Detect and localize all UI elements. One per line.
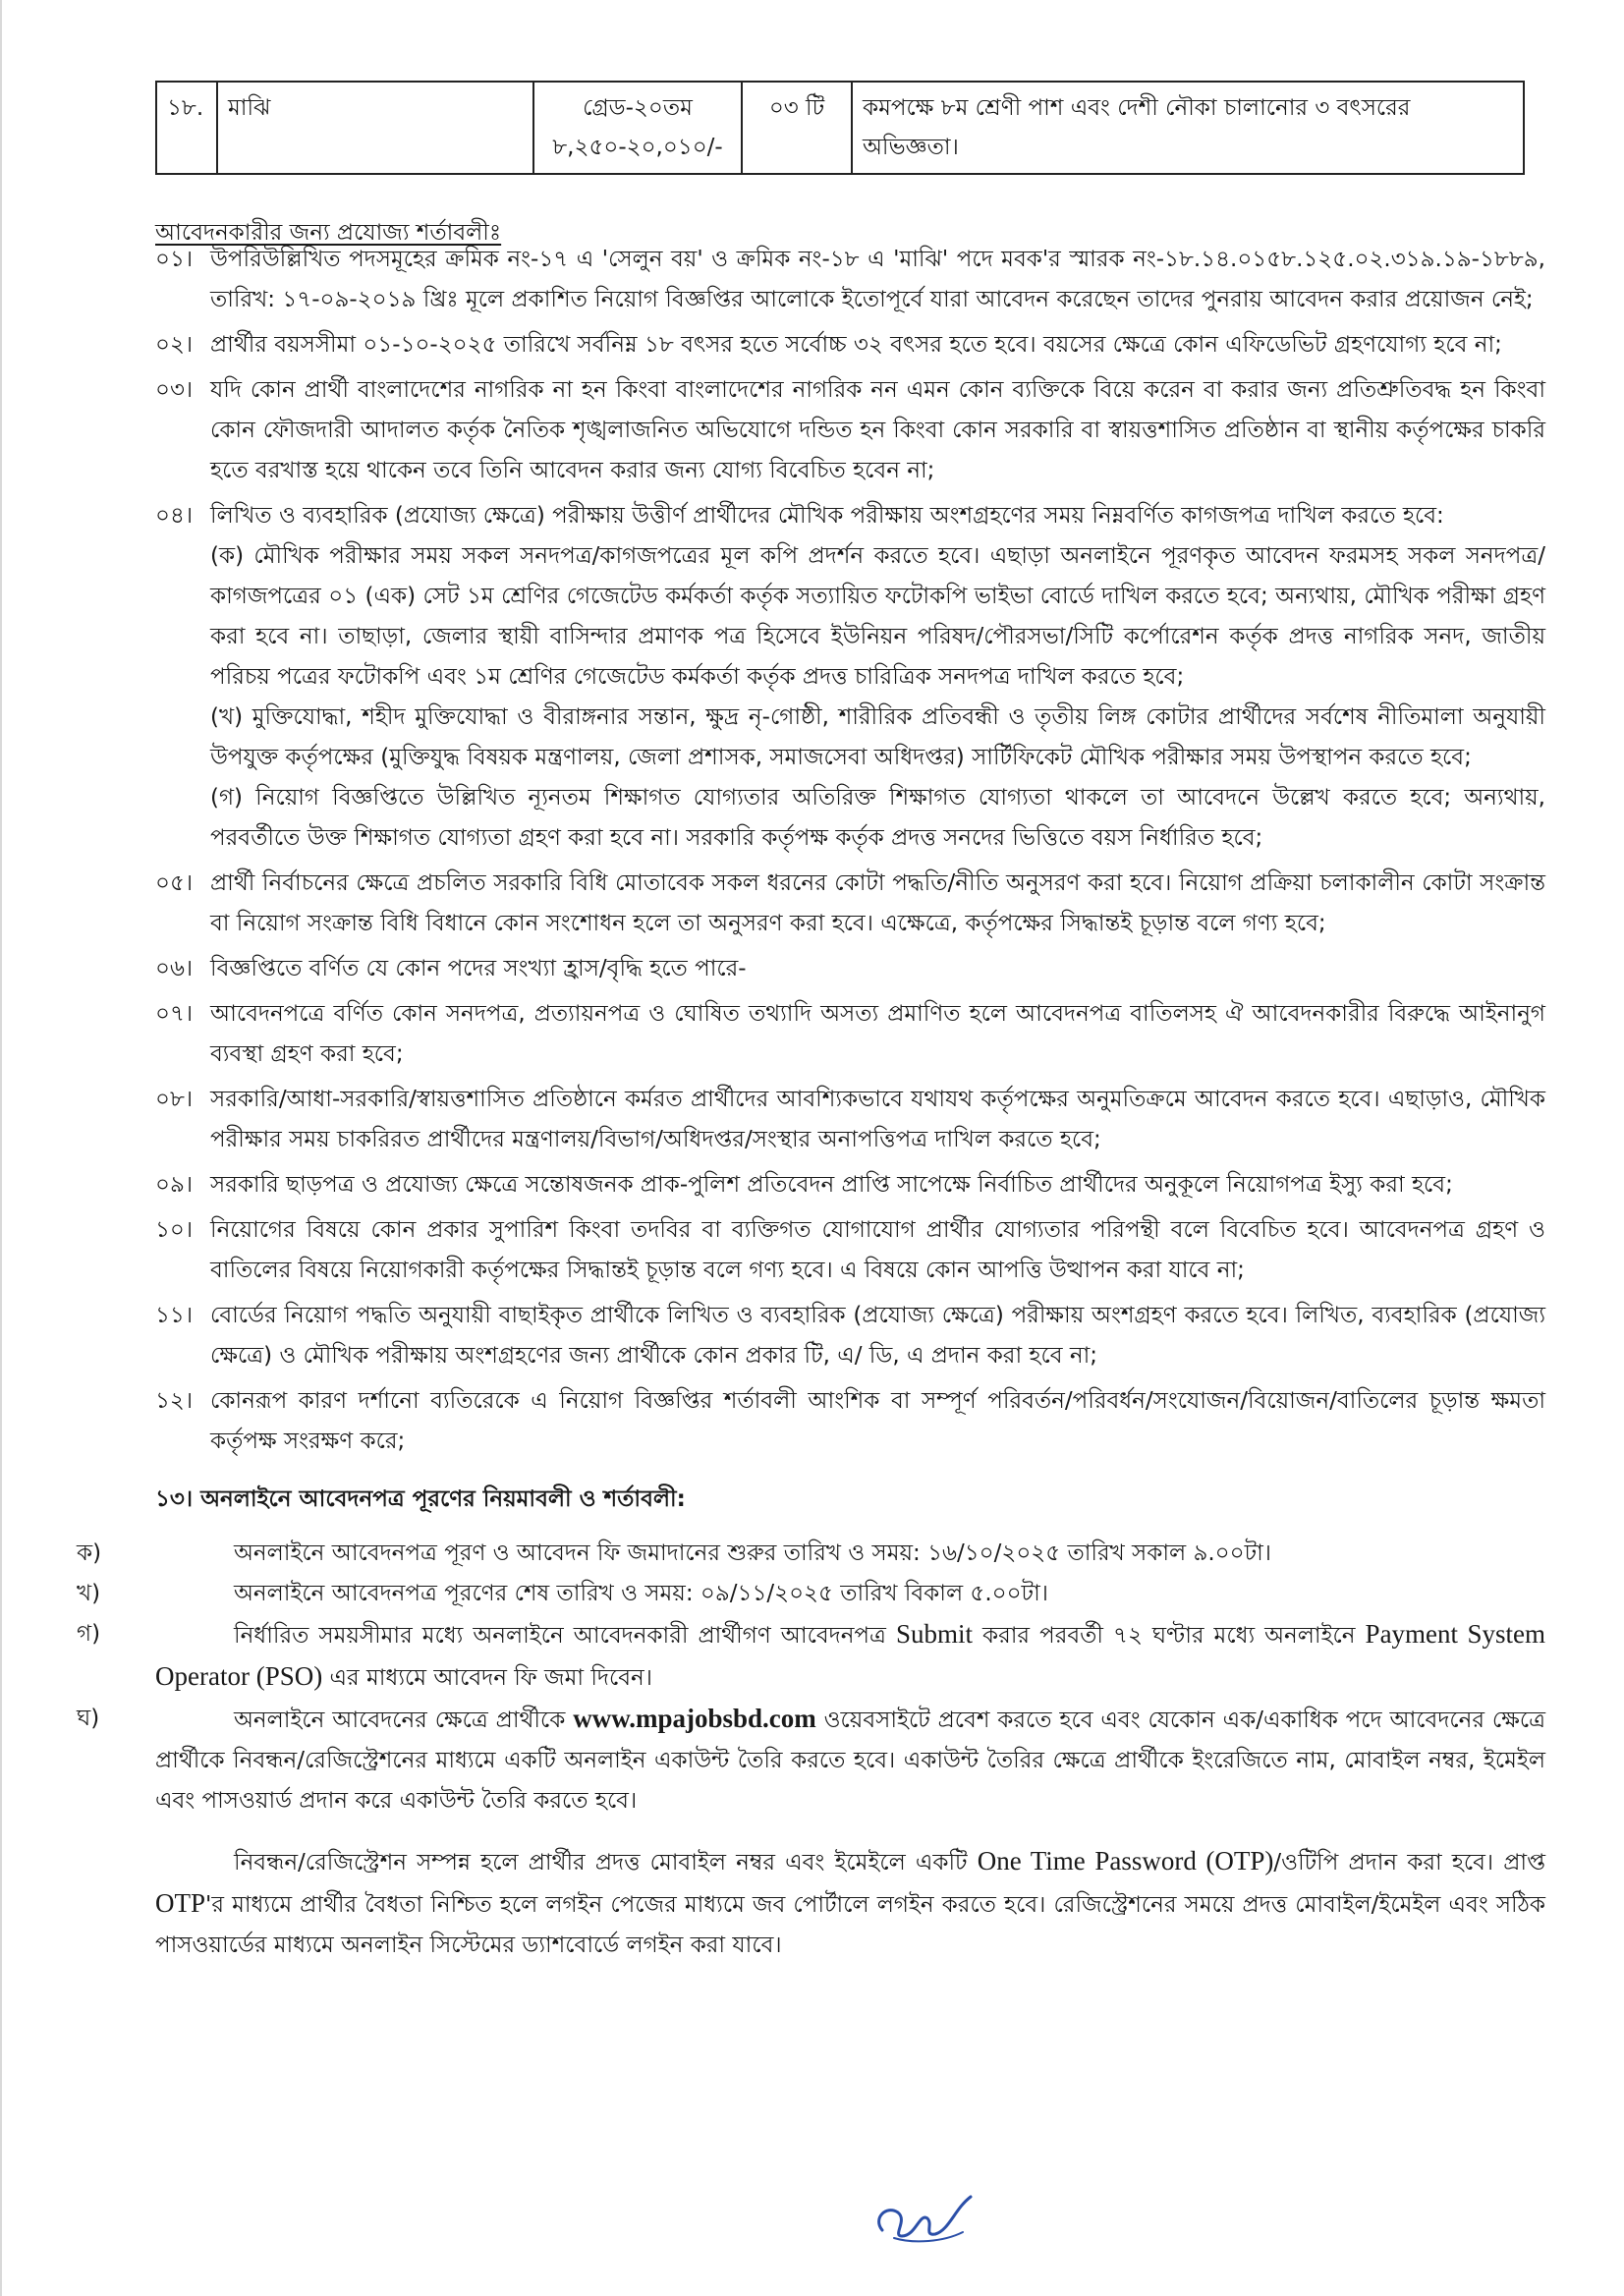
sub-para-ga: (গ) নিয়োগ বিজ্ঞপ্তিতে উল্লিখিত ন্যূনতম শিক্ষাগত যোগ্যতার অতিরিক্ত শিক্ষাগত যোগ্যতা থাকলে তা আবেদনে উল্লেখ করতে হবে; অন্যথায়, পরবর্তীতে উক্ত শিক্ষাগত যোগ্যতা গ্রহণ করা হবে না। সরকারি কর্তৃপক্ষ কর্তৃক প্রদত্ত সনদের ভিত্তিতে বয়স নির্ধারিত হবে; bbox=[210, 785, 1545, 851]
section-13 bbox=[0, 1480, 1624, 1966]
item-number: গ) bbox=[77, 1621, 101, 1647]
pay-scale-text: ৮,২৫০-২০,০১০/- bbox=[552, 135, 723, 160]
submit-term: Submit bbox=[895, 1619, 973, 1649]
list-item bbox=[0, 325, 1624, 365]
item-text: নির্ধারিত সময়সীমার মধ্যে অনলাইনে আবেদনকারী প্রার্থীগণ আবেদনপত্র bbox=[234, 1623, 886, 1649]
list-item bbox=[0, 496, 1624, 859]
otp-paragraph bbox=[155, 1841, 1545, 1966]
list-item bbox=[77, 1534, 1545, 1574]
para-text: /ওটিপি প্রদান করা হবে। প্রাপ্ত bbox=[1273, 1850, 1545, 1876]
list-item bbox=[0, 370, 1624, 491]
rule-text: প্রার্থী নির্বাচনের ক্ষেত্রে প্রচলিত সরকারি বিধি মোতাবেক সকল ধরনের কোটা পদ্ধতি/নীতি অনুসরণ করা হবে। নিয়োগ প্রক্রিয়া চলাকালীন কোটা সংক্রান্ত বা নিয়োগ সংক্রান্ত বিধি বিধানে কোন সংশোধন হলে তা অনুসরণ করা হবে। এক্ষেত্রে, কর্তৃপক্ষের সিদ্ধান্তই চূড়ান্ত বলে গণ্য হবে; bbox=[210, 870, 1545, 936]
para-text: 'র মাধ্যমে প্রার্থীর বৈধতা নিশ্চিত হলে লগইন পেজের মাধ্যমে জব পোর্টালে লগইন করতে হবে। রেজিস্ট্রেশনের সময়ে প্রদত্ত মোবাইল/ইমেইল এবং সঠিক পাসওয়ার্ডের মাধ্যমে অনলাইন সিস্টেমের ড্যাশবোর্ডে লগইন করা যাবে। bbox=[155, 1892, 1545, 1958]
list-item bbox=[77, 1574, 1545, 1614]
conditions-list bbox=[0, 240, 1624, 1971]
rule-number: ০৯। bbox=[155, 1172, 194, 1198]
rule-text: সরকারি/আধা-সরকারি/স্বায়ত্তশাসিত প্রতিষ্ঠানে কর্মরত প্রার্থীদের আবশ্যিকভাবে যথাযথ কর্তৃপক্ষের অনুমতিক্রমে আবেদন করতে হবে। এছাড়াও, মৌখিক পরীক্ষার সময় চাকরিরত প্রার্থীদের মন্ত্রণালয়/বিভাগ/অধিদপ্তর/সংস্থার অনাপত্তিপত্র দাখিল করতে হবে; bbox=[210, 1087, 1545, 1152]
otp-short-term: OTP bbox=[155, 1888, 206, 1918]
rule-text: নিয়োগের বিষয়ে কোন প্রকার সুপারিশ কিংবা তদবির বা ব্যক্তিগত যোগাযোগ প্রার্থীর যোগ্যতার পরিপন্থী বলে বিবেচিত হবে। আবেদনপত্র গ্রহণ ও বাতিলের বিষয়ে নিয়োগকারী কর্তৃপক্ষের সিদ্ধান্তই চূড়ান্ত বলে গণ্য হবে। এ বিষয়ে কোন আপত্তি উত্থাপন করা যাবে না; bbox=[210, 1217, 1545, 1283]
sub-para-kha: (খ) মুক্তিযোদ্ধা, শহীদ মুক্তিযোদ্ধা ও বীরাঙ্গনার সন্তান, ক্ষুদ্র নৃ-গোষ্ঠী, শারীরিক প্রতিবন্ধী ও তৃতীয় লিঙ্গ কোটার প্রার্থীদের সর্বশেষ নীতিমালা অনুযায়ী উপযুক্ত কর্তৃপক্ষের (মুক্তিযুদ্ধ বিষয়ক মন্ত্রণালয়, জেলা প্রশাসক, সমাজসেবা অধিদপ্তর) সার্টিফিকেট মৌখিক পরীক্ষার সময় উপস্থাপন করতে হবে; bbox=[210, 704, 1545, 770]
list-item bbox=[0, 240, 1624, 320]
para-text: নিবন্ধন/রেজিস্ট্রেশন সম্পন্ন হলে প্রার্থীর প্রদত্ত মোবাইল নম্বর এবং ইমেইলে একটি bbox=[234, 1850, 968, 1876]
rule-text: উপরিউল্লিখিত পদসমূহের ক্রমিক নং-১৭ এ 'সেলুন বয়' ও ক্রমিক নং-১৮ এ 'মাঝি' পদে মবক'র স্মারক নং-১৮.১৪.০১৫৮.১২৫.০২.৩১৯.১৯-১৮৮৯, তারিখ: ১৭-০৯-২০১৯ খ্রিঃ মূলে প্রকাশিত নিয়োগ বিজ্ঞপ্তির আলোকে ইতোপূর্বে যারা আবেদন করেছেন তাদের পুনরায় আবেদন করার প্রয়োজন নেই; bbox=[210, 247, 1545, 312]
item-text: করার পরবর্তী ৭২ ঘণ্টার মধ্যে অনলাইনে bbox=[982, 1623, 1356, 1649]
sub-para-ka: (ক) মৌখিক পরীক্ষার সময় সকল সনদপত্র/কাগজপত্রের মূল কপি প্রদর্শন করতে হবে। এছাড়া অনলাইনে পূরণকৃত আবেদন ফরমসহ সকল সনদপত্র/কাগজপত্রের ০১ (এক) সেট ১ম শ্রেণির গেজেটেড কর্মকর্তা কর্তৃক সত্যায়িত ফটোকপি ভাইভা বোর্ডে দাখিল করতে হবে; অন্যথায়, মৌখিক পরীক্ষা গ্রহণ করা হবে না। তাছাড়া, জেলার স্থায়ী বাসিন্দার প্রমাণক পত্র হিসেবে ইউনিয়ন পরিষদ/পৌরসভা/সিটি কর্পোরেশন কর্তৃক প্রদত্ত নাগরিক সনদ, জাতীয় পরিচয় পত্রের ফটোকপি এবং ১ম শ্রেণির গেজেটেড কর্মকর্তা কর্তৃক প্রদত্ত চারিত্রিক সনদপত্র দাখিল করতে হবে; bbox=[210, 543, 1545, 690]
pso-term: Payment System Operator (PSO) bbox=[155, 1619, 1545, 1691]
vacancies-cell: ০৩ টি bbox=[742, 82, 852, 174]
list-item bbox=[0, 1210, 1624, 1291]
rule-number: ০৮। bbox=[155, 1087, 194, 1112]
section-13-title: ১৩। অনলাইনে আবেদনপত্র পূরণের নিয়মাবলী ও শর্তাবলী: bbox=[155, 1486, 686, 1512]
rule-number: ১০। bbox=[155, 1217, 194, 1243]
rule-text: বোর্ডের নিয়োগ পদ্ধতি অনুযায়ী বাছাইকৃত প্রার্থীকে লিখিত ও ব্যবহারিক (প্রযোজ্য ক্ষেত্রে) পরীক্ষায় অংশগ্রহণ করতে হবে। লিখিত, ব্যবহারিক (প্রযোজ্য ক্ষেত্রে) ও মৌখিক পরীক্ষায় অংশগ্রহণের জন্য প্রার্থীকে কোন প্রকার টি, এ/ ডি, এ প্রদান করা হবে না; bbox=[210, 1303, 1545, 1369]
rule-number: ০৪। bbox=[155, 503, 194, 529]
rule-text: লিখিত ও ব্যবহারিক (প্রযোজ্য ক্ষেত্রে) পরীক্ষায় উত্তীর্ণ প্রার্থীদের মৌখিক পরীক্ষায় অংশগ্রহণের সময় নিম্নবর্ণিত কাগজপত্র দাখিল করতে হবে: bbox=[210, 503, 1444, 529]
list-item bbox=[0, 864, 1624, 944]
rule-text: প্রার্থীর বয়সসীমা ০১-১০-২০২৫ তারিখে সর্বনিম্ন ১৮ বৎসর হতে সর্বোচ্চ ৩২ বৎসর হতে হবে। বয়সের ক্ষেত্রে কোন এফিডেভিট গ্রহণযোগ্য হবে না; bbox=[210, 332, 1502, 358]
item-number: ঘ) bbox=[77, 1706, 100, 1731]
item-text: অনলাইনে আবেদনের ক্ষেত্রে প্রার্থীকে bbox=[234, 1708, 566, 1733]
list-item bbox=[0, 949, 1624, 989]
list-item bbox=[0, 1381, 1624, 1462]
item-number: খ) bbox=[77, 1581, 101, 1606]
section-13-list bbox=[0, 1534, 1624, 1821]
list-item bbox=[0, 1080, 1624, 1160]
table-row bbox=[156, 82, 1524, 174]
website-url: www.mpajobsbd.com bbox=[573, 1704, 816, 1733]
rule-number: ১১। bbox=[155, 1303, 194, 1328]
grade-cell bbox=[533, 82, 742, 174]
post-table bbox=[155, 81, 1525, 175]
rule-number: ০৭। bbox=[155, 1001, 194, 1027]
rule-number: ০৬। bbox=[155, 956, 194, 981]
signature-image bbox=[865, 2179, 982, 2258]
conditions-title: আবেদনকারীর জন্য প্রযোজ্য শর্তাবলীঃ bbox=[155, 220, 502, 246]
qualification-cell: কমপক্ষে ৮ম শ্রেণী পাশ এবং দেশী নৌকা চালানোর ৩ বৎসরের অভিজ্ঞতা। bbox=[852, 82, 1524, 174]
list-item bbox=[77, 1614, 1545, 1699]
post-name-cell: মাঝি bbox=[217, 82, 533, 174]
rule-number: ০১। bbox=[155, 247, 194, 272]
rule-text: সরকারি ছাড়পত্র ও প্রযোজ্য ক্ষেত্রে সন্তোষজনক প্রাক-পুলিশ প্রতিবেদন প্রাপ্তি সাপেক্ষে নির্বাচিত প্রার্থীদের অনুকূলে নিয়োগপত্র ইস্যু করা হবে; bbox=[210, 1172, 1453, 1198]
list-item bbox=[0, 994, 1624, 1075]
list-item bbox=[0, 1165, 1624, 1205]
item-text: এর মাধ্যমে আবেদন ফি জমা দিবেন। bbox=[329, 1665, 652, 1691]
list-item bbox=[77, 1699, 1546, 1821]
otp-term: One Time Password (OTP) bbox=[977, 1846, 1274, 1876]
rule-number: ০২। bbox=[155, 332, 194, 358]
grade-text: গ্রেড-২০তম bbox=[583, 95, 693, 121]
item-text: ওয়েবসাইটে প্রবেশ করতে হবে এবং যেকোন এক/একাধিক পদে আবেদনের ক্ষেত্রে প্রার্থীকে নিবন্ধন/রেজিস্ট্রেশনের মাধ্যমে একটি অনলাইন একাউন্ট তৈরি করতে হবে। একাউন্ট তৈরির ক্ষেত্রে প্রার্থীকে ইংরেজিতে নাম, মোবাইল নম্বর, ইমেইল এবং পাসওয়ার্ড প্রদান করে একাউন্ট তৈরি করতে হবে। bbox=[155, 1708, 1546, 1814]
rule-text: আবেদনপত্রে বর্ণিত কোন সনদপত্র, প্রত্যায়নপত্র ও ঘোষিত তথ্যাদি অসত্য প্রমাণিত হলে আবেদনপত্র বাতিলসহ ঐ আবেদনকারীর বিরুদ্ধে আইনানুগ ব্যবস্থা গ্রহণ করা হবে; bbox=[210, 1001, 1545, 1067]
rule-number: ০৩। bbox=[155, 377, 194, 403]
rule-text: বিজ্ঞপ্তিতে বর্ণিত যে কোন পদের সংখ্যা হ্রাস/বৃদ্ধি হতে পারে- bbox=[210, 956, 747, 981]
rule-text: কোনরূপ কারণ দর্শানো ব্যতিরেকে এ নিয়োগ বিজ্ঞপ্তির শর্তাবলী আংশিক বা সম্পূর্ণ পরিবর্তন/পরিবর্ধন/সংযোজন/বিয়োজন/বাতিলের চূড়ান্ত ক্ষমতা কর্তৃপক্ষ সংরক্ষণ করে; bbox=[210, 1388, 1545, 1454]
item-text: অনলাইনে আবেদনপত্র পূরণ ও আবেদন ফি জমাদানের শুরুর তারিখ ও সময়: ১৬/১০/২০২৫ তারিখ সকাল ৯.০০টা। bbox=[234, 1540, 1272, 1566]
rule-number: ১২। bbox=[155, 1388, 194, 1414]
rule-text: যদি কোন প্রার্থী বাংলাদেশের নাগরিক না হন কিংবা বাংলাদেশের নাগরিক নন এমন কোন ব্যক্তিকে বিয়ে করেন বা করার জন্য প্রতিশ্রুতিবদ্ধ হন কিংবা কোন ফৌজদারী আদালত কর্তৃক নৈতিক শৃঙ্খলাজনিত অভিযোগে দন্ডিত হন কিংবা কোন সরকারি বা স্বায়ত্তশাসিত প্রতিষ্ঠান বা স্থানীয় কর্তৃপক্ষের চাকরি হতে বরখাস্ত হয়ে থাকেন তবে তিনি আবেদন করার জন্য যোগ্য বিবেচিত হবেন না; bbox=[210, 377, 1545, 483]
list-item bbox=[0, 1296, 1624, 1376]
serial-cell: ১৮. bbox=[156, 82, 217, 174]
rule-number: ০৫। bbox=[155, 870, 194, 896]
item-text: অনলাইনে আবেদনপত্র পূরণের শেষ তারিখ ও সময়: ০৯/১১/২০২৫ তারিখ বিকাল ৫.০০টা। bbox=[234, 1581, 1048, 1606]
item-number: ক) bbox=[77, 1540, 102, 1566]
